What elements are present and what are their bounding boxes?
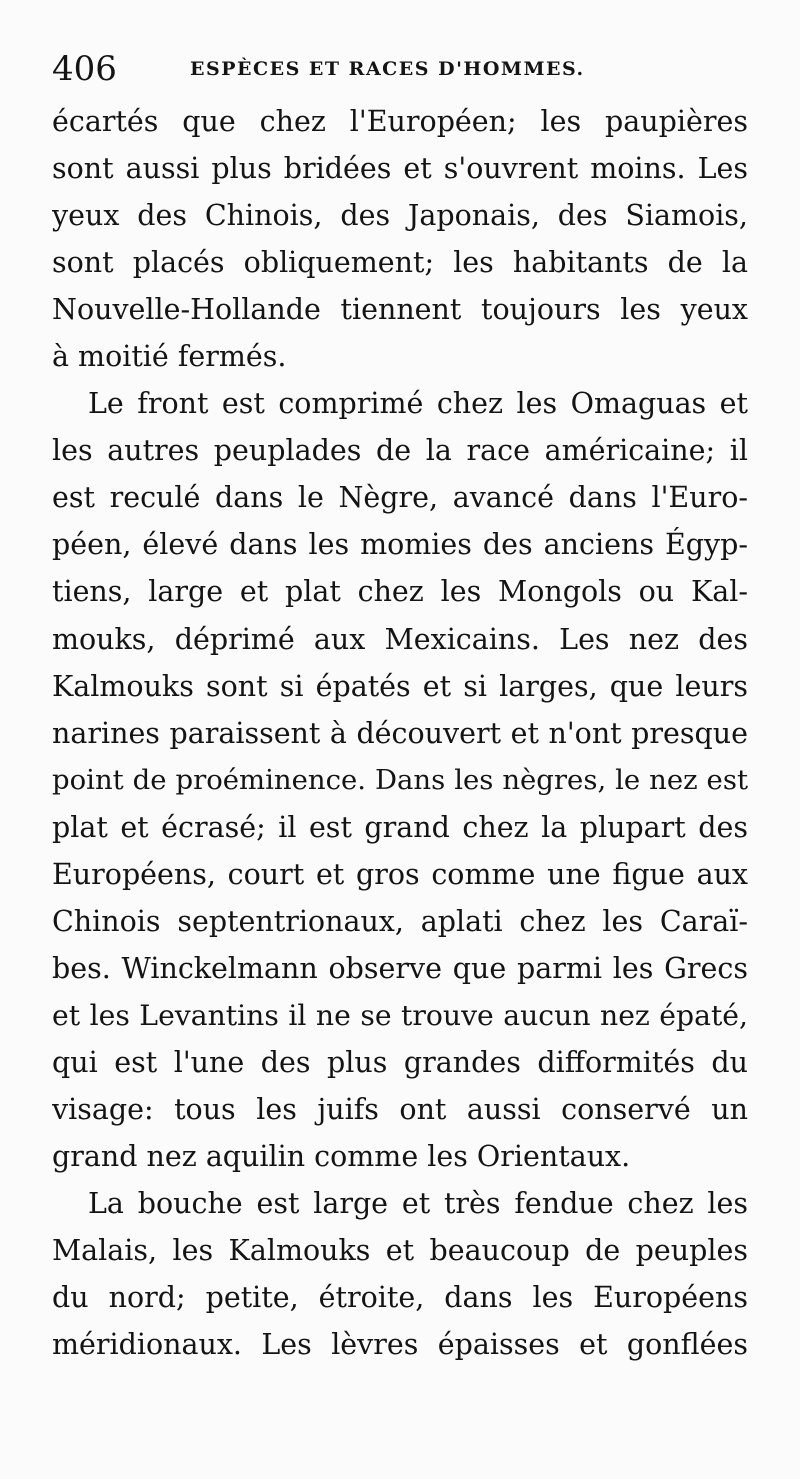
text-line: narines paraissent à découvert et n'ont presque: [52, 716, 748, 750]
text-line: écartés que chez l'Européen; les paupières: [52, 105, 748, 138]
page-number: 406: [52, 49, 117, 89]
text-line: bes. Winckelmann observe que parmi les Grecs: [52, 951, 748, 985]
text-line: La bouche est large et très fendue chez les: [88, 1187, 748, 1221]
text-line: yeux des Chinois, des Japonais, des Siamois,: [52, 199, 748, 233]
page-header: [52, 44, 752, 94]
text-line: tiens, large et plat chez les Mongols ou Kal-: [52, 575, 748, 609]
text-line: méridionaux. Les lèvres épaisses et gonflées: [52, 1328, 748, 1362]
text-line: à moitié fermés.: [52, 340, 287, 374]
text-line: les autres peuplades de la race américaine; il: [52, 434, 748, 468]
running-head: ESPÈCES ET RACES D'HOMMES.: [190, 58, 585, 80]
text-line: visage: tous les juifs ont aussi conservé un: [52, 1092, 748, 1126]
text-line: du nord; petite, étroite, dans les Européens: [52, 1281, 748, 1315]
text-line: Le front est comprimé chez les Omaguas et: [88, 387, 748, 421]
paragraph: [52, 1180, 748, 1368]
text-line: sont placés obliquement; les habitants de la: [52, 246, 748, 280]
text-line: est reculé dans le Nègre, avancé dans l'Euro-: [52, 481, 748, 515]
text-line: mouks, déprimé aux Mexicains. Les nez des: [52, 622, 748, 656]
text-line: grand nez aquilin comme les Orientaux.: [52, 1140, 631, 1174]
paragraph: [52, 380, 748, 1180]
text-line: plat et écrasé; il est grand chez la plupart des: [52, 810, 748, 844]
text-line: qui est l'une des plus grandes difformités du: [52, 1045, 748, 1079]
text-line: Chinois septentrionaux, aplati chez les Caraï-: [52, 904, 748, 938]
text-line: Kalmouks sont si épatés et si larges, que leurs: [52, 669, 748, 703]
text-line: Nouvelle-Hollande tiennent toujours les yeux: [52, 293, 748, 327]
text-line: point de proéminence. Dans les nègres, le nez est: [52, 763, 748, 796]
text-line: Européens, court et gros comme une figue aux: [52, 857, 748, 891]
text-line: sont aussi plus bridées et s'ouvrent moins. Les: [52, 152, 748, 186]
text-line: Malais, les Kalmouks et beaucoup de peuples: [52, 1234, 748, 1268]
paragraph: [52, 98, 748, 380]
text-line: et les Levantins il ne se trouve aucun nez épaté,: [52, 998, 748, 1032]
body-text: [52, 98, 748, 1368]
text-line: péen, élevé dans les momies des anciens Égyp-: [52, 528, 748, 562]
